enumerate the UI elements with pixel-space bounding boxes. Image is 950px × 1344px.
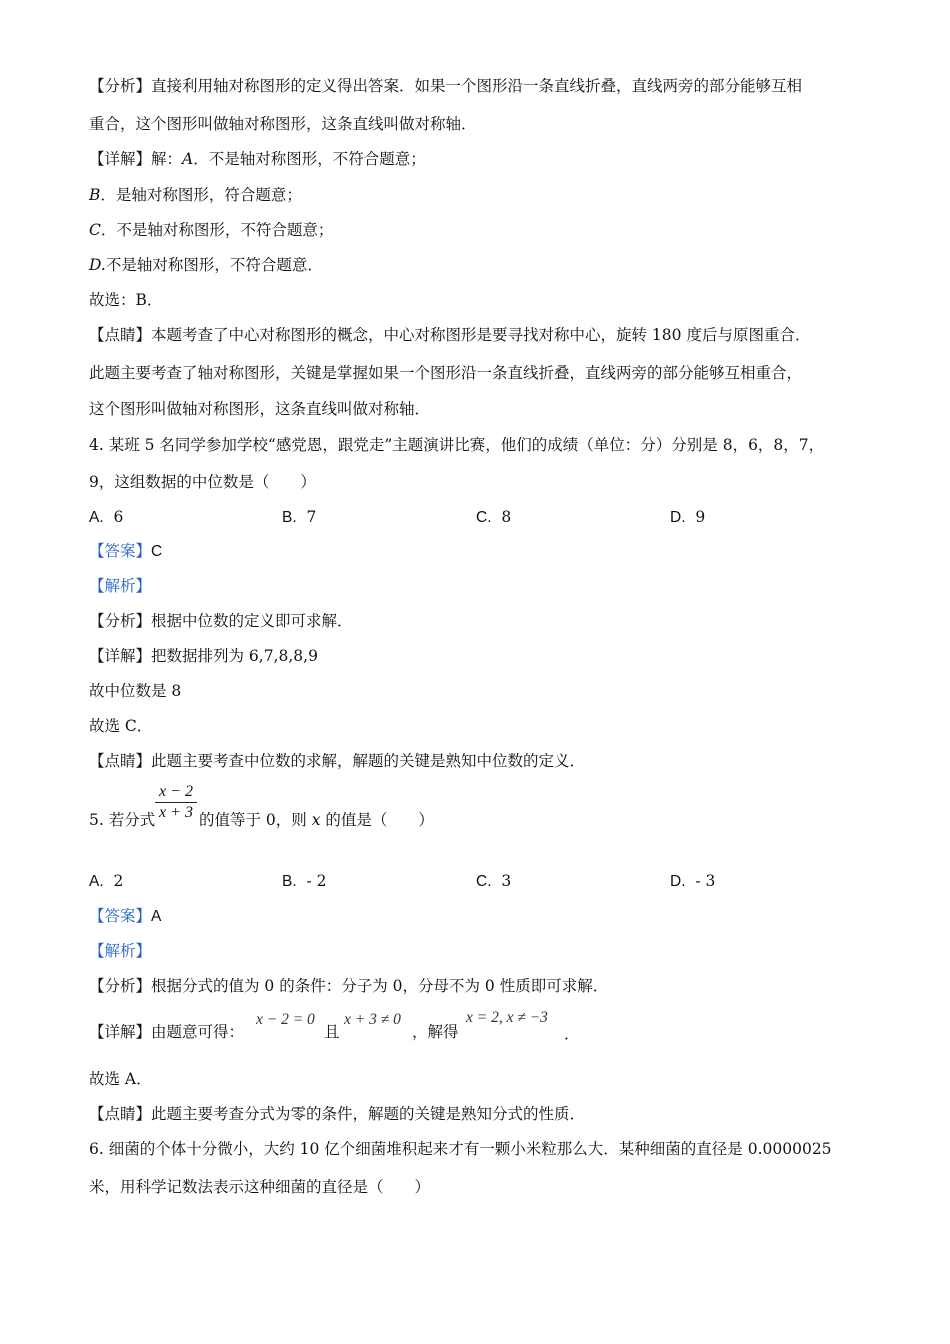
- q4-answer-tag: 【答案】: [89, 542, 152, 560]
- q4-option-a-value: 6: [113, 508, 124, 526]
- q5-option-c: [476, 871, 511, 892]
- q5-option-a: [89, 871, 123, 892]
- q4-choose: 故选 C．: [89, 717, 153, 735]
- q5-stem-var: x: [311, 811, 321, 829]
- q4-option-b-label: B.: [282, 509, 297, 526]
- q4-jiexi-tag: 【解析】: [89, 577, 152, 595]
- q5-choose: 故选 A．: [89, 1070, 152, 1088]
- q3-comment-1: 【点睛】本题考查了中心对称图形的概念，中心对称图形是要寻找对称中心，旋转 180 度后与原图重合．: [89, 326, 811, 344]
- q5-and: 且: [324, 1023, 340, 1041]
- q4-answer-value: C: [151, 543, 163, 560]
- q5-fraction: [155, 783, 197, 822]
- q5-solve: ，解得: [412, 1023, 459, 1041]
- q5-option-a-value: 2: [113, 872, 124, 890]
- q4-option-c: [476, 507, 511, 528]
- q4-stem-2: 9，这组数据的中位数是（ ）: [89, 473, 316, 491]
- q4-option-a-label: A.: [89, 509, 104, 526]
- q4-option-c-label: C.: [476, 509, 492, 526]
- q4-option-d: [670, 507, 705, 528]
- q5-detail-prefix: 【详解】由题意可得：: [89, 1023, 245, 1041]
- q5-option-b: [282, 871, 327, 892]
- q4-stem-1: 4. 某班 5 名同学参加学校“感党恩，跟党走”主题演讲比赛，他们的成绩（单位：分）分别是 8，6，8，7，: [89, 436, 825, 454]
- q5-option-c-value: 3: [501, 872, 512, 890]
- q3-analysis-cont: 重合，这个图形叫做轴对称图形，这条直线叫做对称轴．: [89, 115, 477, 133]
- q4-option-d-label: D.: [670, 509, 686, 526]
- q5-fraction-denominator: x + 3: [159, 804, 193, 821]
- q5-eq1: x − 2 = 0: [256, 1011, 315, 1028]
- q5-eq3: x = 2, x ≠ −3: [466, 1009, 548, 1026]
- q5-stem-prefix: 5. 若分式: [89, 811, 156, 829]
- q5-analysis: 【分析】根据分式的值为 0 的条件：分子为 0，分母不为 0 性质即可求解．: [89, 977, 609, 995]
- q3-c-letter: C: [89, 221, 101, 239]
- q3-analysis: 【分析】直接利用轴对称图形的定义得出答案．如果一个图形沿一条直线折叠，直线两旁的部分能够互相: [89, 77, 803, 95]
- q5-option-c-label: C.: [476, 873, 492, 890]
- q5-answer-value: A: [151, 908, 162, 925]
- q5-option-a-label: A.: [89, 873, 104, 890]
- q4-median: 故中位数是 8: [89, 682, 182, 700]
- q3-b-letter: B: [89, 186, 101, 204]
- q5-period: ．: [564, 1025, 580, 1043]
- q5-stem-suffix: 的值是（ ）: [320, 811, 434, 829]
- q6-stem-2: 米，用科学记数法表示这种细菌的直径是（ ）: [89, 1178, 431, 1196]
- q5-option-b-label: B.: [282, 873, 297, 890]
- q3-d-text: 不是轴对称图形，不符合题意．: [105, 256, 323, 274]
- q5-comment: 【点睛】此题主要考查分式为零的条件，解题的关键是熟知分式的性质．: [89, 1105, 586, 1123]
- q5-option-d: [670, 871, 715, 892]
- q3-detail-a-text: ．不是轴对称图形，不符合题意；: [193, 150, 426, 168]
- q5-fraction-bar: [155, 802, 197, 803]
- q5-answer-tag: 【答案】: [89, 907, 152, 925]
- q4-analysis: 【分析】根据中位数的定义即可求解．: [89, 612, 353, 630]
- q5-option-d-label: D.: [670, 873, 686, 890]
- q3-comment-2: 此题主要考查了轴对称图形，关键是掌握如果一个图形沿一条直线折叠，直线两旁的部分能够互相重合，: [89, 364, 803, 382]
- q4-option-b-value: 7: [306, 508, 317, 526]
- q4-detail: 【详解】把数据排列为 6,7,8,8,9: [89, 647, 318, 665]
- q5-option-d-value: - 3: [695, 872, 716, 890]
- q6-stem-1: 6. 细菌的个体十分微小，大约 10 亿个细菌堆积起来才有一颗小米粒那么大．某种细菌的直径是 0.0000025: [89, 1140, 832, 1158]
- q4-option-d-value: 9: [695, 508, 706, 526]
- q3-d-letter: D.: [89, 256, 106, 274]
- q5-jiexi-tag: 【解析】: [89, 942, 152, 960]
- q3-detail-d: [89, 255, 323, 275]
- q4-option-a: [89, 507, 123, 528]
- q3-comment-3: 这个图形叫做轴对称图形，这条直线叫做对称轴．: [89, 400, 431, 418]
- q5-stem-mid: 的值等于 0，则: [199, 811, 312, 829]
- q3-detail-prefix: 【详解】解：: [89, 150, 183, 168]
- q4-answer: [89, 541, 162, 562]
- q3-detail-a-letter: A: [182, 150, 194, 168]
- q5-fraction-numerator: x − 2: [159, 783, 193, 800]
- q3-b-text: ．是轴对称图形，符合题意；: [100, 186, 302, 204]
- q3-c-text: ．不是轴对称图形，不符合题意；: [100, 221, 334, 239]
- q4-option-b: [282, 507, 316, 528]
- q4-option-c-value: 8: [501, 508, 512, 526]
- q3-detail-a: [89, 149, 426, 169]
- q3-choose: 故选：B．: [89, 291, 163, 309]
- q3-detail-c: [89, 220, 333, 240]
- q5-eq2: x + 3 ≠ 0: [344, 1011, 401, 1028]
- q5-answer: [89, 906, 161, 927]
- q3-detail-b: [89, 185, 302, 205]
- q5-option-b-value: - 2: [306, 872, 327, 890]
- q5-stem-rest: [199, 810, 434, 830]
- q4-comment: 【点睛】此题主要考查中位数的求解，解题的关键是熟知中位数的定义．: [89, 752, 586, 770]
